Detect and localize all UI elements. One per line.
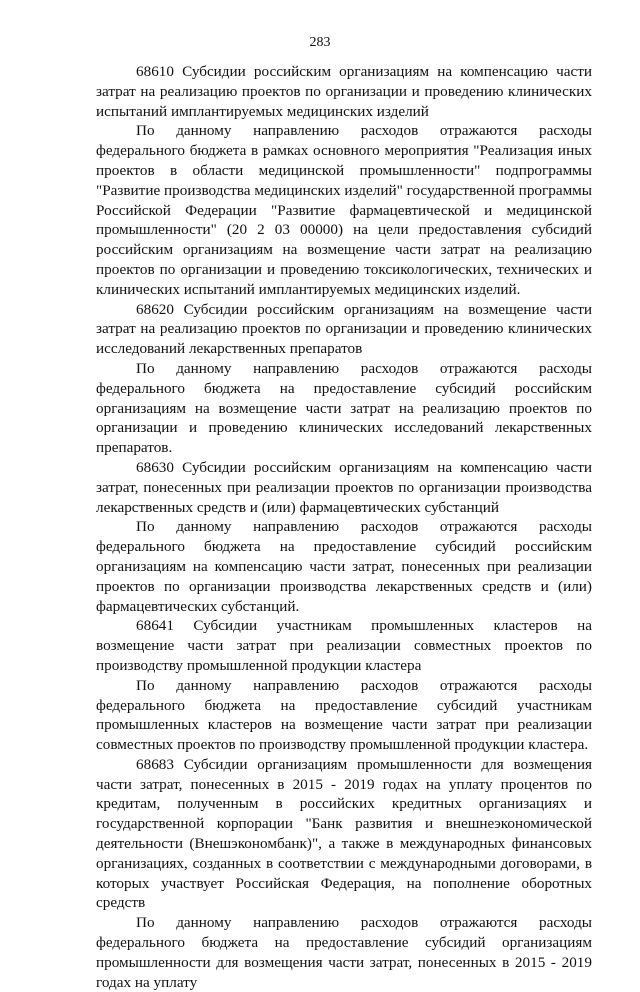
description-paragraph: По данному направлению расходов отражаются расходы федерального бюджета на предоставление субсидий российским организациям на возмещение части затрат на реализацию проектов по организации и проведению клинических исследований лекарственных препаратов. bbox=[96, 359, 592, 457]
code-heading-68620: 68620 Субсидии российским организациям на возмещение части затрат на реализацию проектов по организации и проведению клинических исследований лекарственных препаратов bbox=[96, 300, 592, 358]
code-heading-68641: 68641 Субсидии участникам промышленных кластеров на возмещение части затрат при реализации совместных проектов по производству промышленной продукции кластера bbox=[96, 617, 592, 674]
description-paragraph: По данному направлению расходов отражаются расходы федерального бюджета на предоставление субсидий участникам промышленных кластеров на возмещение части затрат при реализации совместных проектов по производству промышленной продукции кластера. bbox=[96, 676, 592, 754]
code-heading-68630: 68630 Субсидии российским организациям на компенсацию части затрат, понесенных при реализации проектов по организации производства лекарственных средств и (или) фармацевтических субстанций bbox=[96, 458, 592, 516]
description-paragraph: По данному направлению расходов отражаются расходы федерального бюджета в рамках основного мероприятия "Реализация иных проектов в области медицинской промышленности" подпрограммы "Развитие производства медицинских изделий" государственной программы Российской Федерации "Развитие фармацевтической и медицинской промышленности" (20 2 03 00000) на цели предоставления субсидий российским организациям на возмещение части затрат на реализацию проектов по организации и проведению токсикологических, технических и клинических испытаний имплантируемых медицинских изделий. bbox=[96, 122, 592, 298]
document-body bbox=[96, 62, 592, 992]
page-number: 283 bbox=[309, 35, 331, 50]
description-paragraph: По данному направлению расходов отражаются расходы федерального бюджета на предоставление субсидий российским организациям на компенсацию части затрат, понесенных при реализации проектов по организации производства лекарственных средств и (или) фармацевтических субстанций. bbox=[96, 518, 592, 615]
description-paragraph: По данному направлению расходов отражаются расходы федерального бюджета на предоставление субсидий организациям промышленности для возмещения части затрат, понесенных в 2015 - 2019 годах на уплату bbox=[96, 914, 592, 991]
code-heading-68610: 68610 Субсидии российским организациям на компенсацию части затрат на реализацию проектов по организации и проведению клинических испытаний имплантируемых медицинских изделий bbox=[96, 63, 592, 120]
code-heading-68683: 68683 Субсидии организациям промышленности для возмещения части затрат, понесенных в 2015 - 2019 годах на уплату процентов по кредитам, полученным в российских кредитных организациях и государственной корпорации "Банк развития и внешнеэкономической деятельности (Внешэкономбанк)", а также в международных финансовых организациях, созданных в соответствии с международными договорами, в которых участвует Российская Федерация, на пополнение оборотных средств bbox=[96, 755, 592, 912]
